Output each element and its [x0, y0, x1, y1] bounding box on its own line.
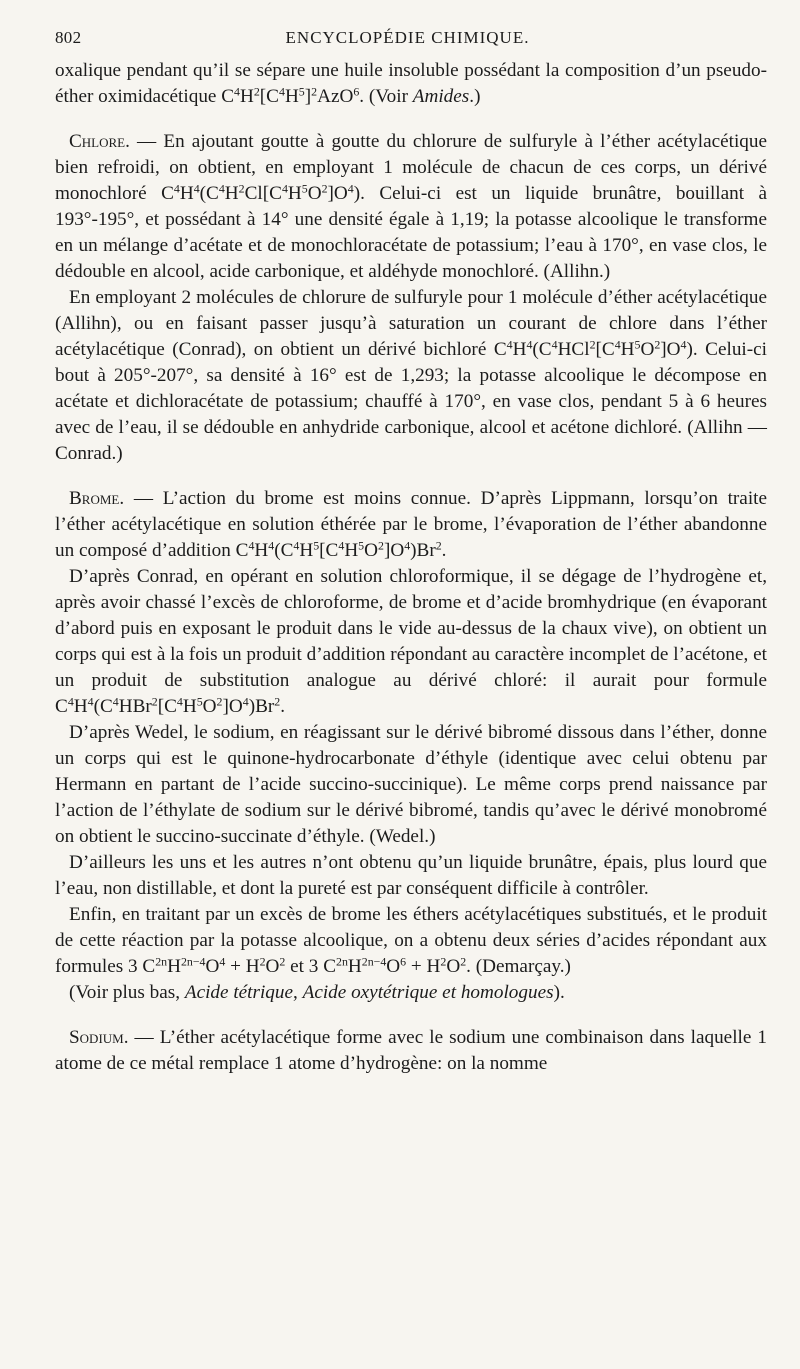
cross-reference: Acide oxytétrique et homologues	[302, 982, 554, 1003]
paragraph-bichlore: En employant 2 molécules de chlorure de sulfuryle pour 1 molécule d’éther acétylacétique (Allihn), ou en faisant passer jusqu’à saturation un courant de chlore dans l’éther acétylacétique (Conrad), on obtient un dérivé bichloré $C^4H^4(C^4HCl^2[C^4H^5O^2]O^4)$. Celui-ci bout à 205°-207°, sa densité à 16° est de 1,293; la potasse alcoolique le décompose en acétate et dichloracétate de potassium; chauffé à 170°, en vase clos, pendant 5 à 6 heures avec de l’eau, il se dédouble en anhydride carbonique, alcool et acétone dichloré. (Allihn — Conrad.)	[55, 287, 767, 464]
paragraph-enfin: Enfin, en traitant par un excès de brome les éthers acétylacétiques substitués, et le produit de cette réaction par la potasse alcoolique, on a obtenu deux séries d’acides répondant aux formules 3 $C^{2n}H^{2n-4}O^4 + H^2O^2$ et 3 $C^{2n}H^{2n-4}O^6 + H^2O^2$. (Demarçay.)	[55, 904, 767, 977]
paragraph-brome: Brome. — L’action du brome est moins connue. D’après Lippmann, lorsqu’on traite l’éther acétylacétique en solution éthérée par le brome, l’évaporation de l’éther abandonne un composé d’addition $C^4H^4(C^4H^5[C^4H^5O^2]O^4)Br^2$.	[55, 488, 767, 561]
paragraph-conrad: D’après Conrad, en opérant en solution chloroformique, il se dégage de l’hydrogène et, après avoir chassé l’excès de chloroforme, de brome et d’acide bromhydrique (en évaporant d’abord puis en exposant le produit dans le vide au-dessus de la chaux vive), on obtient un corps qui est à la fois un produit d’addition répondant au caractère incomplet de l’acétone, et un produit de substitution analogue au dérivé chloré: il aurait pour formule $C^4H^4(C^4HBr^2[C^4H^5O^2]O^4)Br^2$.	[55, 566, 767, 717]
paragraph-sodium: Sodium. — L’éther acétylacétique forme avec le sodium une combinaison dans laquelle 1 atome de ce métal remplace 1 atome d’hydrogène: on la nomme	[55, 1027, 767, 1074]
page-number: 802	[55, 28, 82, 47]
section-heading-sodium: Sodium.	[69, 1027, 129, 1048]
running-title: ENCYCLOPÉDIE CHIMIQUE.	[285, 28, 530, 47]
section-heading-chlore: Chlore.	[69, 131, 130, 152]
page-header	[55, 28, 760, 52]
paragraph-oxalique: oxalique pendant qu’il se sépare une huile insoluble possédant la composition d’un pseudo-éther oximidacétique $C^4H^2[C^4H^5]^2AzO^6$. (Voir Amides.)	[55, 60, 767, 107]
cross-reference: Amides	[412, 86, 470, 107]
paragraph-voir: (Voir plus bas, Acide tétrique, Acide oxytétrique et homologues).	[69, 982, 565, 1003]
paragraph-ailleurs: D’ailleurs les uns et les autres n’ont obtenu qu’un liquide brunâtre, épais, plus lourd que l’eau, non distillable, et dont la pureté est par conséquent difficile à contrôler.	[55, 852, 767, 899]
paragraph-wedel: D’après Wedel, le sodium, en réagissant sur le dérivé bibromé dissous dans l’éther, donne un corps qui est le quinone-hydrocarbonate d’éthyle (identique avec celui obtenu par Hermann en partant de l’acide succino-succinique). Le même corps prend naissance par l’action de l’éthylate de sodium sur le dérivé bibromé, tandis qu’avec le dérivé monobromé on obtient le succino-succinate d’éthyle. (Wedel.)	[55, 722, 767, 847]
section-heading-brome: Brome.	[69, 488, 125, 509]
cross-reference: Acide tétrique	[184, 982, 293, 1003]
paragraph-chlore: Chlore. — En ajoutant goutte à goutte du chlorure de sulfuryle à l’éther acétylacétique bien refroidi, on obtient, en employant 1 molécule de chacun de ces corps, un dérivé monochloré $C^4H^4(C^4H^2Cl[C^4H^5O^2]O^4)$. Celui-ci est un liquide brunâtre, bouillant à 193°-195°, et possédant à 14° une densité égale à 1,19; la potasse alcoolique le transforme en un mélange d’acétate et de monochloracétate de potassium; l’eau à 170°, en vase clos, le dédouble en alcool, acide carbonique, et aldéhyde monochloré. (Allihn.)	[55, 131, 767, 282]
page-body	[55, 58, 767, 1077]
